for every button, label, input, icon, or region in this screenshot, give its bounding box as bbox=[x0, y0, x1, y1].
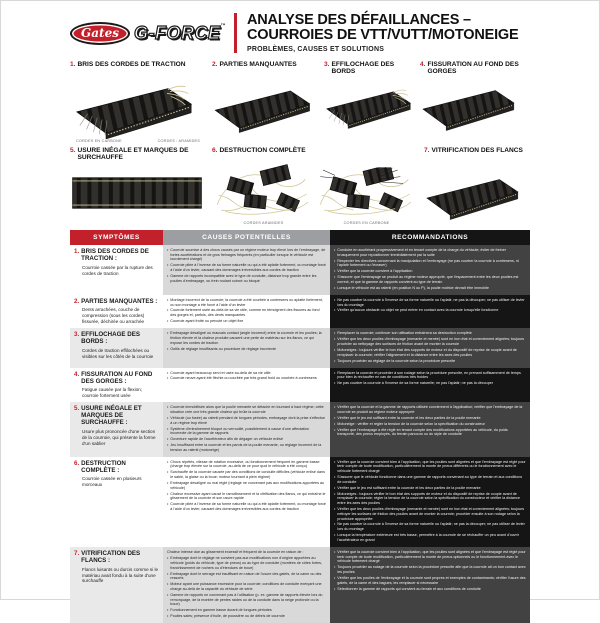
symptom-title: EFFILOCHAGE DES BORDS : bbox=[81, 331, 140, 346]
causes-cell bbox=[163, 328, 330, 367]
table-row bbox=[70, 295, 530, 329]
recommendation-item bbox=[334, 348, 526, 357]
column-header-recommendations: RECOMMANDATIONS bbox=[330, 230, 530, 245]
cause-item-text: Chocs répétés, vitesse de rotation excessive, ou fonctionnement fréquent en gamme basse (charge trop élevée sur la courroie, au-delà de ce pour quoi le véhicule a été conçu) bbox=[170, 459, 320, 469]
recommendations-cell bbox=[330, 245, 530, 295]
recommendations-cell bbox=[330, 547, 530, 623]
bullet-icon: • bbox=[334, 421, 336, 426]
gforce-logo: G-FORCE™ bbox=[133, 23, 226, 43]
table-row bbox=[70, 402, 530, 457]
figure-number: 6. bbox=[212, 147, 218, 154]
gates-logo: Gates bbox=[70, 22, 130, 45]
cause-item-text: Courroie pliée à l'inverse de sa forme naturelle ou qui a été aplatie fortement, ou montage forcé à l'aide d'un levier, causant des dommages irréversibles aux cordes de traction bbox=[170, 502, 326, 512]
figure-1-captions bbox=[70, 139, 206, 143]
figure-number: 3. bbox=[324, 61, 330, 68]
figure-title: EFFILOCHAGE DES BORDS bbox=[331, 61, 395, 76]
cause-item bbox=[167, 416, 326, 425]
bullet-icon: • bbox=[167, 405, 169, 410]
cause-item bbox=[167, 308, 326, 317]
cause-item-text: Courroie immobilisée alors que la poulie menante se détache en tournant à haut régime; cette situation crée une très grande chaleur qui brûle la courroie bbox=[170, 405, 324, 414]
symptom-number: 7. bbox=[74, 549, 80, 557]
recommendation-item bbox=[334, 460, 526, 474]
recommendation-item bbox=[334, 286, 526, 291]
recommendation-item-text: Vérifier que les deux poulies d'embrayage (menante et menée) sont en bon état et correctement alignées; toujours procéder au nettoyage des surfaces de friction avant de monter la courroie bbox=[337, 337, 525, 346]
figure-number: 2. bbox=[212, 61, 218, 68]
cause-item bbox=[167, 319, 326, 324]
recommendation-item bbox=[334, 269, 526, 274]
bullet-icon: • bbox=[167, 582, 169, 587]
poster-content bbox=[70, 1, 530, 623]
recommendation-item-text: Lorsque la température extérieure est très basse, permettre à la courroie de se réchauffer un peu avant d'ouvrir l'accélérateur en grand bbox=[337, 533, 519, 542]
symptom-cell bbox=[70, 295, 163, 329]
cause-item bbox=[167, 608, 326, 613]
cause-item-text: Poulies sales; présence d'huile, de poussière ou de débris de courroie bbox=[170, 614, 285, 619]
bullet-icon: • bbox=[167, 459, 169, 464]
symptom-number: 2. bbox=[74, 297, 80, 305]
recommendation-item bbox=[334, 533, 526, 542]
belt-caption: CORDES EN CARBONE bbox=[76, 139, 122, 143]
cause-item bbox=[167, 371, 326, 376]
recommendations-cell bbox=[330, 457, 530, 547]
figure-number: 4. bbox=[420, 61, 426, 68]
figure-row-2 bbox=[70, 147, 530, 225]
causes-cell bbox=[163, 402, 330, 457]
recommendation-item bbox=[334, 298, 526, 307]
bullet-icon: • bbox=[334, 485, 336, 490]
cause-item-text: Courroie ayant frotté ou percuté un objet fixe bbox=[170, 319, 244, 324]
table-row bbox=[70, 547, 530, 623]
figure-title: BRIS DES CORDES DE TRACTION bbox=[77, 61, 186, 68]
bullet-icon: • bbox=[334, 427, 336, 432]
belt-illustration-destroyed-carbon bbox=[315, 163, 415, 221]
belt-illustration-frayed-edges bbox=[324, 78, 416, 134]
figure-1 bbox=[70, 61, 212, 143]
table-row bbox=[70, 245, 530, 295]
symptom-title: FISSURATION AU FOND DES GORGES : bbox=[81, 370, 153, 385]
recommendation-item bbox=[334, 550, 526, 564]
page-subtitle: PROBLÈMES, CAUSES ET SOLUTIONS bbox=[247, 46, 385, 54]
recommendations-cell bbox=[330, 328, 530, 367]
figure-title: PARTIES MANQUANTES bbox=[219, 61, 297, 68]
recommendation-item-text: Vérifier que la courroie et la gamme de rapports utilisée conviennent à l'application; vérifier que l'embrayage de la courroie se produit au régime moteur approprié bbox=[337, 405, 523, 414]
column-header-causes: CAUSES POTENTIELLES bbox=[163, 230, 330, 245]
figure-2-label bbox=[212, 61, 318, 75]
recommendation-item-text: S'assurer que l'embrayage se produit au régime moteur approprié, que l'espacement entre les deux poulies est correct, et que la gamme de rapports convient au type de terrain bbox=[337, 275, 519, 284]
cause-item bbox=[167, 572, 326, 581]
recommendation-item bbox=[334, 337, 526, 346]
bullet-icon: • bbox=[334, 248, 336, 252]
cause-item bbox=[167, 437, 326, 442]
cause-item bbox=[167, 248, 326, 262]
cause-item bbox=[167, 481, 326, 490]
failure-figures bbox=[70, 61, 530, 225]
cause-item bbox=[167, 298, 326, 307]
figure-3-label bbox=[324, 61, 414, 76]
bullet-icon: • bbox=[334, 370, 336, 375]
recommendation-item-text: Motoneiges : toujours vérifier le bon état des supports de moteur et du dispositif de reprise de couple avant de remplacer la courroie; vérifier l'alignement et la distance entre les axes des poulies bbox=[337, 347, 517, 357]
belt-caption: CORDES ARAMIDES bbox=[243, 221, 284, 225]
recommendations-cell bbox=[330, 368, 530, 403]
cause-item-text: Courroie pliée à l'inverse de sa forme naturelle ou qui a été aplatie fortement, ou montage forcé à l'aide d'un levier, causant des dommages irréversibles aux cordes de traction bbox=[170, 263, 326, 273]
recommendation-item-text: Sélectionner la gamme de rapports qui convient au terrain et aux conditions de conduite bbox=[337, 586, 481, 591]
cause-item-text: Véhicule (ou fusée) au ralenti pendant de longues périodes, embrayage dont la prise s'effectue à un régime trop élevé bbox=[170, 415, 326, 425]
table-row bbox=[70, 328, 530, 367]
belt-illustration-broken-cords bbox=[70, 77, 202, 139]
symptom-description: Courroie cassée en plusieurs morceaux bbox=[82, 476, 142, 488]
recommendation-item-text: Vérifier que le jeu est suffisant entre la courroie et les deux parties de la poulie menante bbox=[337, 485, 481, 490]
recommendation-item bbox=[334, 416, 526, 421]
recommendation-item bbox=[334, 248, 526, 257]
causes-cell bbox=[163, 547, 330, 623]
recommendation-item-text: Motoneige : vérifier et régler la tension de la courroie selon la spécification du constructeur bbox=[337, 421, 485, 426]
cause-item bbox=[167, 614, 326, 619]
table-header bbox=[70, 230, 530, 245]
figure-title: VITRIFICATION DES FLANCS bbox=[431, 147, 523, 154]
title-block bbox=[247, 13, 518, 54]
figure-1-label bbox=[70, 61, 206, 75]
recommendation-item-text: Remplacer la courroie et procéder à son rodage selon la procédure prescrite, en prenant suffisamment de temps pour bien la réchauffer en cas de conditions très froides bbox=[337, 370, 521, 380]
recommendation-item-text: Vérifier qu'aucun obstacle ou objet ne peut entrer en contact avec la courroie lorsqu'elle fonctionne bbox=[337, 308, 499, 313]
figure-title: USURE INÉGALE ET MARQUES DE SURCHAUFFE bbox=[77, 147, 189, 162]
bullet-icon: • bbox=[167, 331, 169, 336]
recommendation-item bbox=[334, 587, 526, 592]
bullet-icon: • bbox=[334, 297, 336, 302]
causes-cell bbox=[163, 295, 330, 329]
cause-item-text: Fonctionnement en gamme basse durant de longues périodes bbox=[170, 608, 272, 613]
symptom-description: Usure plus prononcée d'une section de la courroie, qui présente la forme d'un sablier bbox=[82, 429, 156, 446]
recommendation-item-text: Vérifier que les poulies de l'embrayage et la courroie sont propres et exemptes de contaminants; vérifier l'usure des galets, de la came et des bagues; les remplacer si nécessaire bbox=[337, 575, 526, 585]
recommendation-item-text: Vérifier que la courroie convient à l'application bbox=[337, 269, 413, 274]
bullet-icon: • bbox=[334, 285, 336, 290]
symptom-heading bbox=[74, 550, 159, 564]
belt-caption: CORDES EN CARBONE bbox=[343, 221, 390, 225]
bullet-icon: • bbox=[167, 426, 169, 431]
cause-item-text: Courroie fortement usée au-delà de sa vie utile, comme en témoignent des fissures au fond des gorges et, parfois, des dents manquantes bbox=[170, 308, 320, 318]
bullet-icon: • bbox=[167, 376, 169, 381]
figure-2 bbox=[212, 61, 324, 143]
cause-item bbox=[167, 492, 326, 501]
recommendation-item-text: Vérifier que la courroie convient bien à l'application, que les poulies sont alignées et que l'embrayage est réglé pour tenir compte de toute modification, particulièrement la monte de pneus optionnels ou le fonctionnement avec le véhicule fortement chargé bbox=[337, 549, 526, 564]
recommendation-item bbox=[334, 381, 526, 386]
cause-item-text: Surchauffe de la courroie causée par des conditions de conduite difficiles (véhicule enlisé dans le sable, la glaise ou la boue; moteur tournant à plein régime) bbox=[170, 470, 325, 480]
header bbox=[70, 10, 530, 56]
symptom-title: DESTRUCTION COMPLÈTE : bbox=[81, 459, 126, 474]
cause-item-text: Chaleur excessive ayant causé le ramollissement et la vitrification des flancs, ce qui entraîne le glissement de la courroie et son usure rapide bbox=[170, 491, 326, 501]
cause-item bbox=[167, 502, 326, 511]
recommendation-item bbox=[334, 308, 526, 313]
symptom-title: PARTIES MANQUANTES : bbox=[81, 297, 158, 305]
bullet-icon: • bbox=[167, 470, 169, 475]
bullet-icon: • bbox=[334, 475, 336, 480]
symptom-cell bbox=[70, 245, 163, 295]
symptom-heading bbox=[74, 298, 159, 305]
symptom-title: USURE INÉGALE ET MARQUES DE SURCHAUFFE : bbox=[81, 405, 142, 427]
cause-item-text: Gamme de rapports incompatible avec le type de conduite, distance trop grande entre les poulies d'embrayage, ou frein roulant coincé ou bloqué bbox=[170, 274, 317, 283]
causes-intro: Chaleur intense due au glissement excessif et fréquent de la courroie en raison de : bbox=[167, 549, 304, 554]
recommendation-item-text: Toujours procéder au rodage de la courroie selon la procédure prescrite afin que la courroie ait un bon contact avec les poulies bbox=[337, 565, 526, 574]
failure-table bbox=[70, 230, 530, 623]
cause-item bbox=[167, 263, 326, 272]
bullet-icon: • bbox=[334, 347, 336, 352]
symptom-title: VITRIFICATION DES FLANCS : bbox=[81, 549, 141, 564]
figure-5 bbox=[70, 147, 212, 225]
bullet-icon: • bbox=[167, 297, 169, 302]
cause-item-text: Embrayage désaligné ou mauvais contact (angle incorrect) entre la courroie et les poulies; la friction élevée et la chaleur produite causent une perte de matériau sur les flancs, ce qui expose les cordes de traction bbox=[170, 331, 322, 345]
figure-number: 1. bbox=[70, 61, 76, 68]
bullet-icon: • bbox=[167, 614, 169, 619]
bullet-icon: • bbox=[334, 586, 336, 591]
symptom-description: Dents arrachées, couche de compression (sous les cordes) fissurée, déchirée ou arrachée bbox=[82, 307, 145, 325]
figure-6-images bbox=[212, 161, 418, 225]
recommendation-item bbox=[334, 371, 526, 380]
symptom-heading bbox=[74, 248, 159, 262]
figure-number: 5. bbox=[70, 147, 76, 154]
bullet-icon: • bbox=[167, 319, 169, 324]
recommendation-item-text: Ne pas courber la courroie à l'inverse de sa forme naturelle ou l'aplatir, ne pas la découper; ne pas utiliser de levier lors du montage bbox=[337, 297, 525, 307]
figure-6-left bbox=[212, 161, 315, 225]
symptom-title: BRIS DES CORDES DE TRACTION : bbox=[81, 248, 149, 263]
cause-item-text: Ouverture rapide de l'accélérateur afin de dégager un véhicule enlisé bbox=[170, 437, 283, 442]
column-header-symptoms: SYMPTÔMES bbox=[70, 230, 163, 245]
symptom-heading bbox=[74, 331, 159, 345]
figure-number: 7. bbox=[424, 147, 430, 154]
bullet-icon: • bbox=[167, 443, 169, 448]
figure-4-label bbox=[420, 61, 530, 76]
recommendation-item bbox=[334, 422, 526, 427]
figure-6-label bbox=[212, 147, 418, 161]
symptom-cell bbox=[70, 402, 163, 457]
symptom-heading bbox=[74, 460, 159, 474]
cause-item-text: Moteur ayant une puissance excessive pour la courroie; conditions de conduite exerçant une charge au-delà de la capacité du véhicule de série bbox=[170, 582, 322, 591]
bullet-icon: • bbox=[167, 502, 169, 507]
cause-item bbox=[167, 376, 326, 381]
figure-7 bbox=[424, 147, 530, 225]
bullet-icon: • bbox=[334, 331, 336, 336]
bullet-icon: • bbox=[334, 358, 336, 363]
bullet-icon: • bbox=[167, 308, 169, 313]
bullet-icon: • bbox=[334, 337, 336, 342]
recommendation-item-text: Vérifier que la courroie convient bien à l'application, que les poulies sont alignées et que l'embrayage est réglé pour tenir compte de toute modification, particulièrement la monte de pneus différents ou le fonctionnement avec le véhicule fortement chargé bbox=[337, 459, 526, 474]
symptom-cell bbox=[70, 457, 163, 547]
belt-illustration-destroyed-aramid bbox=[212, 163, 312, 221]
bullet-icon: • bbox=[334, 405, 336, 410]
recommendation-item bbox=[334, 359, 526, 364]
symptom-description: Cordes de traction effilochées ou visibles sur les côtés de la courroie bbox=[82, 348, 154, 360]
bullet-icon: • bbox=[334, 549, 336, 554]
symptom-cell bbox=[70, 547, 163, 623]
recommendation-item-text: Motoneiges : toujours vérifier le bon état des supports de moteur et du dispositif de reprise de couple avant de remplacer la courroie; régler la tension de la courroie selon la spécification du constructeur et vérifier la distance entre les axes des poulies bbox=[337, 491, 520, 506]
recommendation-item-text: Vérifier que l'embrayage a été réglé en tenant compte des modifications apportées au véhicule, du poids transporté, des pneus employés, du terrain parcouru ou du style de conduite bbox=[337, 427, 508, 437]
cause-item bbox=[167, 427, 326, 436]
figure-4 bbox=[420, 61, 530, 143]
causes-cell bbox=[163, 368, 330, 403]
figure-title: DESTRUCTION COMPLÈTE bbox=[219, 147, 306, 154]
bullet-icon: • bbox=[334, 459, 336, 464]
symptom-number: 4. bbox=[74, 370, 80, 378]
trademark-symbol: ™ bbox=[220, 23, 226, 29]
cause-item bbox=[167, 405, 326, 414]
bullet-icon: • bbox=[167, 556, 169, 561]
cause-item bbox=[167, 443, 326, 452]
figure-7-label bbox=[424, 147, 530, 161]
symptom-description: Flancs luisants ou durcis comme si le matériau avait fondu à la suite d'une surchauffe bbox=[82, 566, 159, 584]
table-row bbox=[70, 368, 530, 403]
recommendation-item bbox=[334, 486, 526, 491]
gates-gforce-logo bbox=[70, 22, 232, 45]
bullet-icon: • bbox=[167, 491, 169, 496]
recommendations-cell bbox=[330, 402, 530, 457]
figure-6-right bbox=[315, 161, 418, 225]
page-title-line2: COURROIES DE VTT/VUTT/MOTONEIGE bbox=[247, 27, 519, 44]
cause-item-text: Système d'entraînement bloqué ou verrouillé, possiblement à cause d'une affectation incorrecte de la gamme de rapports bbox=[170, 426, 309, 436]
cause-item-text: Jeu insuffisant entre la courroie et les parois de la poulie menante, ou réglage incorrect de la tension au ralenti (motoneige) bbox=[170, 443, 322, 452]
cause-item-text: Outils de réglage insuffisants ou procédure de réglage incorrecte bbox=[170, 346, 277, 351]
cause-item-text: Courroie soumise à des chocs causés par un régime moteur trop élevé lors de l'embrayage, de fortes accélérations et de gros freinages fréquents (en particulier lorsque le véhicule est lourdement chargé) bbox=[170, 248, 326, 262]
cause-item-text: Courroie neuve ayant été fléchie ou courbée par très grand froid ou courbée à contresens bbox=[170, 376, 317, 381]
recommendation-item-text: Respecter les directives concernant la manipulation et l'embrayage (ne pas courber la courroie à contresens, ni l'aplatir fortement ou l'écraser) bbox=[337, 258, 519, 268]
cause-item-text: Montage incorrect de la courroie; la courroie a été courbée à contresens ou aplatie fortement, ou son montage a été forcé à l'aide d'un levier bbox=[170, 297, 323, 307]
bullet-icon: • bbox=[167, 248, 169, 252]
recommendation-item-text: Remplacer la courroie; continuer son utilisation entraînera sa destruction complète bbox=[337, 331, 472, 336]
symptom-number: 5. bbox=[74, 405, 80, 413]
symptom-number: 6. bbox=[74, 459, 80, 467]
figure-6 bbox=[212, 147, 424, 225]
bullet-icon: • bbox=[334, 533, 336, 538]
recommendation-item bbox=[334, 428, 526, 437]
recommendation-item bbox=[334, 331, 526, 336]
recommendation-item bbox=[334, 259, 526, 268]
cause-item bbox=[167, 347, 326, 352]
cause-item-text: Courroie ayant beaucoup servi et usée au-delà de sa vie utile bbox=[170, 370, 271, 375]
symptom-number: 1. bbox=[74, 248, 80, 255]
bullet-icon: • bbox=[167, 274, 169, 279]
recommendation-item-text: Vérifier que le jeu est suffisant entre la courroie et les deux parties de la poulie menante bbox=[337, 415, 481, 420]
bullet-icon: • bbox=[334, 565, 336, 570]
header-divider bbox=[234, 13, 237, 53]
belt-illustration-missing-parts bbox=[212, 77, 316, 137]
symptom-number: 3. bbox=[74, 331, 80, 339]
belt-illustration-cracked-grooves bbox=[420, 78, 520, 134]
bullet-icon: • bbox=[334, 275, 336, 280]
recommendation-item-text: Conduire en accélérant progressivement et en tenant compte de la charge du véhicule; éviter de freiner brusquement pour repositionner immédiatement par la suite bbox=[337, 248, 506, 257]
belt-illustration-glazed-sidewalls bbox=[424, 167, 524, 223]
recommendation-item bbox=[334, 576, 526, 585]
symptom-heading bbox=[74, 371, 159, 385]
page-title-line1: ANALYSE DES DÉFAILLANCES – bbox=[247, 11, 471, 28]
recommendation-item-text: S'assurer que le véhicule fonctionne dans une gamme de rapports convenant au type de terrain et aux conditions de conduite bbox=[337, 475, 523, 484]
cause-item bbox=[167, 556, 326, 570]
failure-table-body bbox=[70, 245, 530, 623]
recommendation-item bbox=[334, 405, 526, 414]
cause-item-text: Embrayage désaligné ou mal réglé (réglage ne convenant pas aux modifications apportées au véhicule) bbox=[170, 481, 325, 490]
bullet-icon: • bbox=[334, 522, 336, 527]
cause-item bbox=[167, 582, 326, 591]
cause-item bbox=[167, 331, 326, 345]
cause-item bbox=[167, 460, 326, 469]
bullet-icon: • bbox=[167, 592, 169, 597]
recommendation-item bbox=[334, 507, 526, 521]
symptom-heading bbox=[74, 405, 159, 426]
recommendations-cell bbox=[330, 295, 530, 329]
bullet-icon: • bbox=[334, 269, 336, 274]
cause-item bbox=[167, 274, 326, 283]
bullet-icon: • bbox=[334, 491, 336, 496]
recommendation-item bbox=[334, 492, 526, 506]
bullet-icon: • bbox=[167, 346, 169, 351]
bullet-icon: • bbox=[167, 437, 169, 442]
bullet-icon: • bbox=[334, 308, 336, 313]
bullet-icon: • bbox=[167, 370, 169, 375]
bullet-icon: • bbox=[167, 608, 169, 613]
belt-illustration-uneven-wear bbox=[70, 170, 204, 216]
symptom-description: Fatigue causée par la flexion; courroie fortement usée bbox=[82, 387, 143, 399]
cause-item-text: Embrayage dont le serrage est insuffisant en raison de l'usure des galets, de la came ou des ressorts bbox=[170, 571, 322, 581]
recommendation-item bbox=[334, 475, 526, 484]
symptom-cell bbox=[70, 368, 163, 403]
figure-title: FISSURATION AU FOND DES GORGES bbox=[427, 61, 519, 76]
recommendation-item bbox=[334, 565, 526, 574]
belt-caption: CORDES : ARAMIDES bbox=[157, 139, 200, 143]
symptom-description: Courroie cassée par la rupture des cordes de traction bbox=[82, 264, 153, 276]
cause-item-text: Embrayage dont le réglage ne convient pas aux modifications non d'origine apportées au véhicule (poids du véhicule, type de pneus) ou au type de conduite (montées de côtes fortes, franchissement de rochers ou d'étendues de boue) bbox=[170, 556, 322, 570]
recommendation-item-text: Lorsque le véhicule est au ralenti (en position N ou P), la poulie motrice devrait être immobile bbox=[337, 285, 489, 290]
cause-item-text: Gamme de rapports ne convenant pas à l'utilisation (p. ex. gamme de rapports élevée lors du remorquage, de la montée de pentes raides ou de la conduite dans la neige profonde ou la boue) bbox=[170, 592, 323, 607]
figure-5-label bbox=[70, 147, 206, 162]
cause-item bbox=[167, 470, 326, 479]
recommendation-item-text: Ne pas courber la courroie à l'inverse de sa forme naturelle ou l'aplatir; ne pas la découper; ne pas utiliser de levier lors du montage bbox=[337, 522, 525, 532]
recommendation-item-text: Toujours procéder au réglage de la courroie selon la procédure prescrite bbox=[337, 358, 456, 363]
bullet-icon: • bbox=[167, 415, 169, 420]
bullet-icon: • bbox=[334, 507, 336, 512]
symptom-cell bbox=[70, 328, 163, 367]
figure-3 bbox=[324, 61, 420, 143]
bullet-icon: • bbox=[334, 415, 336, 420]
bullet-icon: • bbox=[334, 258, 336, 263]
recommendation-item bbox=[334, 275, 526, 284]
recommendation-item-text: Ne pas courber la courroie à l'inverse de sa forme naturelle; ne pas l'aplatir; ne pas la découper bbox=[337, 381, 494, 386]
bullet-icon: • bbox=[167, 571, 169, 576]
figure-row-1 bbox=[70, 61, 530, 143]
bullet-icon: • bbox=[167, 481, 169, 486]
recommendation-item-text: Vérifier que les deux poulies d'embrayage (menante et menée) sont en bon état et correctement alignées; toujours nettoyer les surfaces de friction des poulies avant de monter la courroie; procéder ensuite à son rodage selon la procédure appropriée bbox=[337, 507, 525, 521]
bullet-icon: • bbox=[167, 263, 169, 268]
bullet-icon: • bbox=[334, 381, 336, 386]
causes-cell bbox=[163, 245, 330, 295]
table-row bbox=[70, 457, 530, 547]
recommendation-item bbox=[334, 522, 526, 531]
causes-cell bbox=[163, 457, 330, 547]
bullet-icon: • bbox=[334, 575, 336, 580]
